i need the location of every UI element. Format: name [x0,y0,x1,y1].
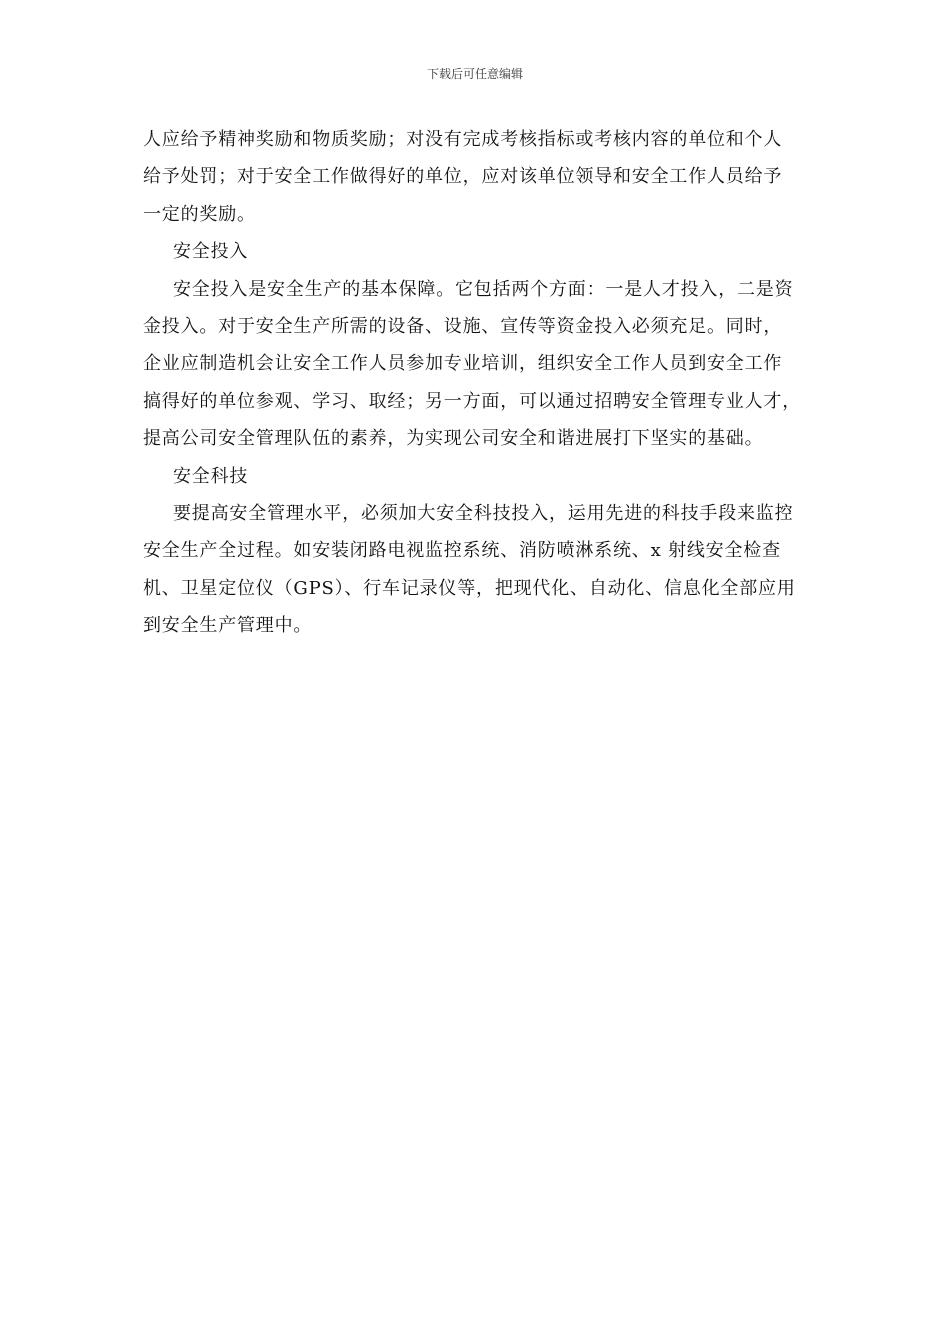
document-body [143,121,823,644]
section-heading-investment: 安全投入 [173,241,249,263]
text-line: 到安全生产管理中。 [143,615,313,637]
text-line: 安全生产全过程。如安装闭路电视监控系统、消防喷淋系统、x 射线安全检查 [143,540,781,562]
text-line: 提高公司安全管理队伍的素养，为实现公司安全和谐进展打下坚实的基础。 [143,428,764,450]
text-line: 安全投入是安全生产的基本保障。它包括两个方面：一是人才投入，二是资 [173,278,794,300]
text-line: 企业应制造机会让安全工作人员参加专业培训，组织安全工作人员到安全工作 [143,353,783,375]
section-heading-technology: 安全科技 [173,465,249,487]
text-line: 一定的奖励。 [143,203,256,225]
page-header: 下载后可任意编辑 [426,67,523,81]
text-line: 要提高安全管理水平，必须加大安全科技投入，运用先进的科技手段来监控 [173,502,794,524]
text-line: 给予处罚；对于安全工作做得好的单位，应对该单位领导和安全工作人员给予 [143,166,783,188]
text-line: 人应给予精神奖励和物质奖励；对没有完成考核指标或考核内容的单位和个人 [143,129,783,150]
text-line: 金投入。对于安全生产所需的设备、设施、宣传等资金投入必须充足。同时， [143,315,783,337]
text-line: 搞得好的单位参观、学习、取经；另一方面，可以通过招聘安全管理专业人才， [143,390,801,412]
text-line: 机、卫星定位仪（GPS）、行车记录仪等，把现代化、自动化、信息化全部应用 [143,577,796,599]
